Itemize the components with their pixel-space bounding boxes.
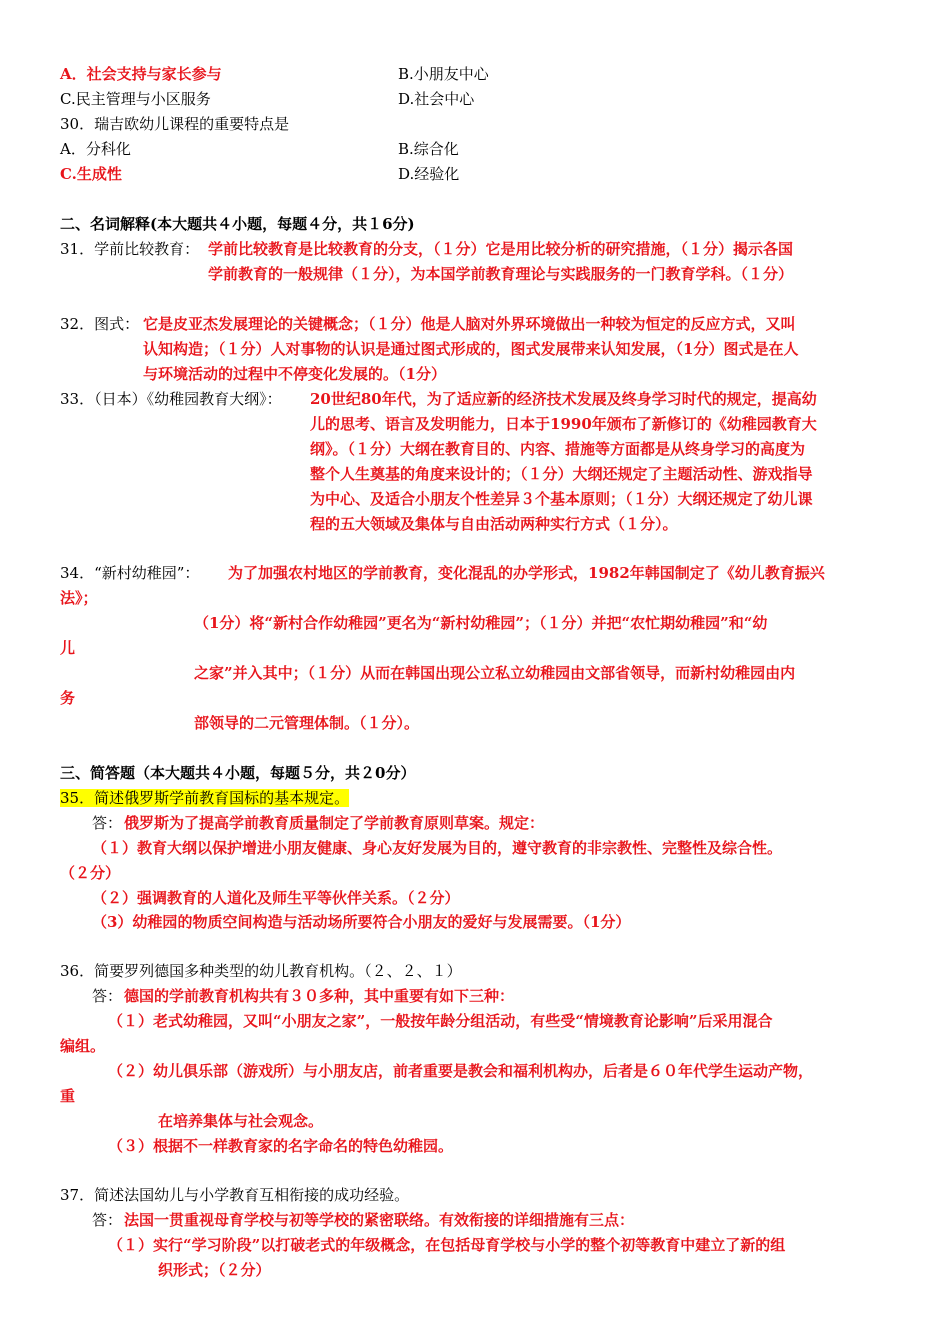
q29-option-c: C.民主管理与小区服务 (60, 90, 211, 108)
q32-label: 32．图式： (60, 315, 140, 333)
q32-answer-line: 与环境活动的过程中不停变化发展的。（1分） (143, 365, 446, 383)
q33-answer-line: 整个人生奠基的角度来设计的；（１分）大纲还规定了主题活动性、游戏指导 (310, 465, 813, 483)
q37-stem: 37．简述法国幼儿与小学教育互相衔接的成功经验。 (60, 1186, 410, 1204)
q37-answer-line: 法国一贯重视母育学校与初等学校的紧密联络。有效衔接的详细措施有三点： (124, 1211, 635, 1229)
section3-title: 三、简答题（本大题共４小题，每题５分，共２0分） (60, 764, 416, 782)
q33-answer-line: 纲》。（１分）大纲在教育目的、内容、措施等方面都是从终身学习的高度为 (310, 440, 806, 458)
q35-stem-text: 35．简述俄罗斯学前教育国标的基本规定。 (60, 789, 350, 807)
q32-answer-line: 认知构造；（１分）人对事物的认识是通过图式形成的，图式发展带来认知发展，（1分）图式是在人 (143, 340, 799, 358)
q37-answer-label: 答： (92, 1211, 123, 1229)
q36-stem: 36．简要罗列德国多种类型的幼儿教育机构。（２、２、１） (60, 962, 462, 980)
q36-answer-line: 重 (60, 1087, 76, 1105)
q29-option-a: A．社会支持与家长参与 (60, 65, 222, 83)
q36-answer-line: 编组。 (60, 1037, 106, 1055)
q35-answer-line: （3）幼稚园的物质空间构造与活动场所要符合小朋友的爱好与发展需要。（1分） (92, 913, 631, 931)
q30-option-d: D.经验化 (398, 165, 460, 183)
q34-answer-line: 儿 (60, 639, 76, 657)
q30-option-b: B.综合化 (398, 140, 459, 158)
q29-option-d: D.社会中心 (398, 90, 475, 108)
q31-answer-line: 学前比较教育是比较教育的分支，（１分）它是用比较分析的研究措施，（１分）揭示各国 (208, 240, 794, 258)
q34-answer-line: 之家”并入其中；（１分）从而在韩国出现公立私立幼稚园由文部省领导，而新村幼稚园由内 (194, 664, 796, 682)
q33-answer-line: 儿的思考、语言及发明能力，日本于1990年颁布了新修订的《幼稚园教育大 (310, 415, 817, 433)
q34-answer-line: 部领导的二元管理体制。（１分）。 (194, 714, 420, 732)
q35-answer-label: 答： (92, 814, 123, 832)
q34-answer-line: 法》； (60, 589, 98, 607)
q35-answer-line: （２分） (60, 864, 121, 882)
q32-answer-line: 它是皮亚杰发展理论的关键概念；（１分）他是人脑对外界环境做出一种较为恒定的反应方式，又叫 (143, 315, 796, 333)
q34-answer-line: 务 (60, 689, 76, 707)
q34-label: 34．“新村幼稚园”： (60, 564, 200, 582)
q30-option-a: A．分科化 (60, 140, 131, 158)
q34-answer-line: （1分）将“新村合作幼稚园”更名为“新村幼稚园”；（１分）并把“农忙期幼稚园”和“幼 (194, 614, 768, 632)
q33-answer-line: 为中心、及适合小朋友个性差异３个基本原则；（１分）大纲还规定了幼儿课 (310, 490, 813, 508)
q36-answer-line: 在培养集体与社会观念。 (158, 1112, 324, 1130)
q30-option-c: C.生成性 (60, 165, 122, 183)
section2-title: 二、名词解释(本大题共４小题，每题４分，共１6分) (60, 215, 415, 233)
q33-answer-line: 20世纪80年代，为了适应新的经济技术发展及终身学习时代的规定，提高幼 (310, 390, 817, 408)
q36-answer-line: （２）幼儿俱乐部（游戏所）与小朋友店，前者重要是教会和福利机构办，后者是６０年代学生运动产物， (108, 1062, 814, 1080)
q33-answer-line: 程的五大领域及集体与自由活动两种实行方式（１分）。 (310, 515, 678, 533)
q36-answer-line: 德国的学前教育机构共有３０多种，其中重要有如下三种： (124, 987, 515, 1005)
q33-label: 33．（日本）《幼稚园教育大纲》： (60, 390, 282, 408)
q37-answer-line: 织形式；（２分） (158, 1261, 271, 1279)
q35-answer-line: （２）强调教育的人道化及师生平等伙伴关系。（２分） (92, 889, 460, 907)
q36-answer-line: （１）老式幼稚园，又叫“小朋友之家”，一般按年龄分组活动，有些受“情境教育论影响”后采用混合 (108, 1012, 773, 1030)
q37-answer-line: （１）实行“学习阶段”以打破老式的年级概念，在包括母育学校与小学的整个初等教育中建立了新的组 (108, 1236, 786, 1254)
q35-answer-line: 俄罗斯为了提高学前教育质量制定了学前教育原则草案。规定： (124, 814, 545, 832)
q36-answer-label: 答： (92, 987, 123, 1005)
q34-answer-line: 为了加强农村地区的学前教育，变化混乱的办学形式，1982年韩国制定了《幼儿教育振兴 (228, 564, 825, 582)
q30-stem: 30．瑞吉欧幼儿课程的重要特点是 (60, 115, 290, 133)
q31-label: 31．学前比较教育： (60, 240, 200, 258)
q31-answer-line: 学前教育的一般规律（１分），为本国学前教育理论与实践服务的一门教育学科。（１分） (208, 265, 794, 283)
q35-answer-line: （１）教育大纲以保护增进小朋友健康、身心友好发展为目的，遵守教育的非宗教性、完整性及综合性。 (92, 839, 783, 857)
q35-stem (60, 788, 349, 808)
q29-option-b: B.小朋友中心 (398, 65, 489, 83)
q36-answer-line: （３）根据不一样教育家的名字命名的特色幼稚园。 (108, 1137, 454, 1155)
